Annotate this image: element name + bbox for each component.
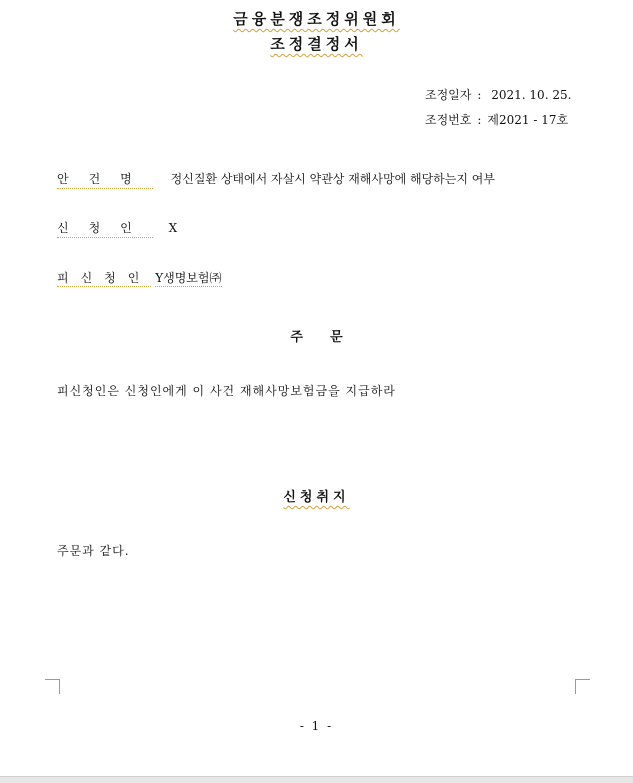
page-corner-mark-left bbox=[45, 679, 60, 694]
claim-heading bbox=[0, 486, 633, 505]
page-number: - 1 - bbox=[299, 719, 334, 733]
order-heading: 주 문 bbox=[290, 330, 343, 345]
applicant-value: X bbox=[168, 221, 178, 235]
document-title bbox=[0, 33, 633, 54]
mediation-date-row bbox=[425, 86, 571, 103]
mediation-number-label: 조정번호 bbox=[425, 113, 472, 127]
respondent-label: 피신청인 bbox=[57, 271, 152, 285]
mediation-date-label: 조정일자 bbox=[425, 88, 472, 102]
respondent-row bbox=[57, 269, 222, 286]
case-value: 정신질환 상태에서 자살시 약관상 재해사망에 해당하는지 여부 bbox=[170, 172, 495, 186]
window-bottom-edge bbox=[0, 776, 633, 783]
claim-text: 주문과 같다. bbox=[57, 544, 130, 558]
case-label: 안건명 bbox=[57, 170, 153, 189]
organization-title-text: 금융분쟁조정위원회 bbox=[233, 10, 400, 28]
applicant-row bbox=[57, 219, 177, 238]
claim-heading-text: 신청취지 bbox=[283, 490, 350, 505]
organization-title bbox=[0, 8, 633, 29]
order-text: 피신청인은 신청인에게 이 사건 재해사망보험금을 지급하라 bbox=[57, 384, 396, 398]
document-title-text: 조정결정서 bbox=[270, 35, 363, 53]
colon-separator: : bbox=[477, 113, 482, 127]
respondent-value: Y생명보험㈜ bbox=[155, 271, 222, 285]
mediation-number-value: 제2021 - 17호 bbox=[487, 113, 569, 127]
applicant-label: 신청인 bbox=[57, 219, 153, 238]
mediation-date-value: 2021. 10. 25. bbox=[491, 88, 572, 102]
page-corner-mark-right bbox=[575, 679, 590, 694]
case-row bbox=[57, 170, 495, 189]
colon-separator: : bbox=[477, 88, 482, 102]
mediation-number-row bbox=[425, 111, 568, 128]
